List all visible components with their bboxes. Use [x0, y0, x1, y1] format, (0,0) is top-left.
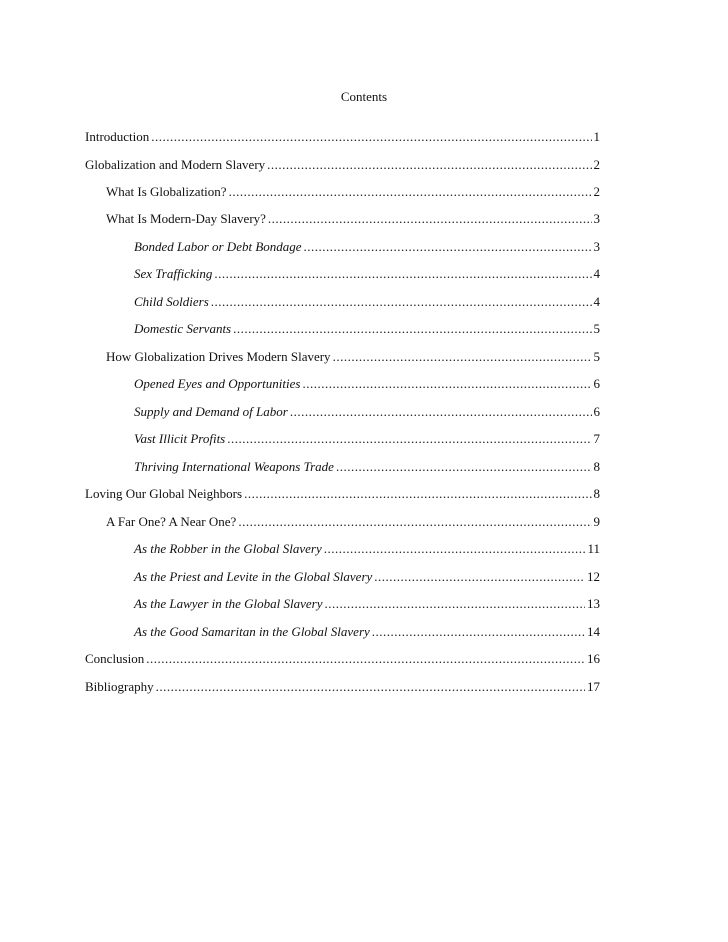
toc-page-number: 12 [587, 569, 600, 584]
toc-entry-label: As the Robber in the Global Slavery [134, 541, 322, 556]
toc-leader-dots [244, 486, 591, 502]
toc-entry-label: As the Good Samaritan in the Global Slavery [134, 624, 370, 639]
toc-entry[interactable] [106, 211, 600, 227]
toc-page-number: 2 [593, 184, 600, 199]
toc-page-number: 13 [587, 596, 600, 611]
toc-leader-dots [211, 294, 592, 310]
toc-entry[interactable] [85, 129, 600, 145]
toc-entry[interactable] [106, 349, 600, 365]
toc-page-number: 4 [593, 266, 600, 281]
toc-entry[interactable] [106, 184, 600, 200]
toc-page-number: 3 [593, 239, 600, 254]
toc-entry-label: Globalization and Modern Slavery [85, 157, 266, 172]
toc-entry-label: Bonded Labor or Debt Bondage [134, 239, 302, 254]
toc-page-number: 8 [593, 459, 600, 474]
toc-entry-label: Opened Eyes and Opportunities [134, 376, 301, 391]
toc-entry-label: Loving Our Global Neighbors [85, 486, 243, 501]
toc-page-number: 4 [593, 294, 600, 309]
toc-page-number: 8 [593, 486, 600, 501]
toc-entry-label: Vast Illicit Profits [134, 431, 226, 446]
toc-entry[interactable] [134, 541, 600, 557]
toc-leader-dots [233, 321, 591, 337]
toc-leader-dots [227, 431, 591, 447]
toc-page-number: 5 [593, 349, 600, 364]
toc-entry-label: What Is Modern-Day Slavery? [106, 211, 266, 226]
toc-entry-label: Thriving International Weapons Trade [134, 459, 334, 474]
toc-entry[interactable] [134, 294, 600, 310]
toc-entry-label: Supply and Demand of Labor [134, 404, 288, 419]
toc-entry-label: As the Priest and Levite in the Global Slavery [134, 569, 373, 584]
toc-page-number: 1 [593, 129, 600, 144]
toc-entry-label: Bibliography [85, 679, 154, 694]
toc-leader-dots [267, 157, 591, 173]
toc-page-number: 14 [587, 624, 600, 639]
toc-leader-dots [238, 514, 591, 530]
toc-page-number: 3 [593, 211, 600, 226]
toc-leader-dots [302, 376, 591, 392]
toc-entry-label: Introduction [85, 129, 150, 144]
toc-leader-dots [324, 541, 586, 557]
toc-page-number: 17 [587, 679, 600, 694]
toc-entry[interactable] [134, 569, 600, 585]
toc-entry[interactable] [134, 239, 600, 255]
toc-entry-label: A Far One? A Near One? [106, 514, 237, 529]
toc-leader-dots [229, 184, 592, 200]
toc-page-number: 6 [593, 404, 600, 419]
toc-leader-dots [268, 211, 592, 227]
toc-entry[interactable] [85, 679, 600, 695]
toc-leader-dots [290, 404, 592, 420]
toc-page-number: 11 [587, 541, 600, 556]
toc-entry[interactable] [106, 514, 600, 530]
toc-page-number: 2 [593, 157, 600, 172]
toc-title: Contents [340, 89, 388, 104]
toc-entry[interactable] [134, 404, 600, 420]
toc-page-number: 6 [593, 376, 600, 391]
toc-entry-label: Domestic Servants [134, 321, 232, 336]
toc-entry[interactable] [134, 459, 600, 475]
toc-entry[interactable] [85, 651, 600, 667]
toc-entry[interactable] [134, 321, 600, 337]
toc-leader-dots [146, 651, 585, 667]
toc-entry-label: Sex Trafficking [134, 266, 213, 281]
toc-leader-dots [151, 129, 591, 145]
toc-entry-label: What Is Globalization? [106, 184, 227, 199]
toc-entry[interactable] [134, 596, 600, 612]
toc-entry-label: Conclusion [85, 651, 145, 666]
toc-page-number: 5 [593, 321, 600, 336]
toc-page-number: 9 [593, 514, 600, 529]
toc-leader-dots [336, 459, 592, 475]
toc-leader-dots [372, 624, 585, 640]
toc-page-number: 7 [593, 431, 600, 446]
toc-entry[interactable] [85, 157, 600, 173]
toc-entry-label: As the Lawyer in the Global Slavery [134, 596, 323, 611]
toc-entry-label: How Globalization Drives Modern Slavery [106, 349, 331, 364]
toc-leader-dots [304, 239, 592, 255]
toc-page-number: 16 [587, 651, 600, 666]
toc-entry[interactable] [134, 266, 600, 282]
toc-leader-dots [214, 266, 591, 282]
toc-entry-label: Child Soldiers [134, 294, 209, 309]
toc-entry[interactable] [85, 486, 600, 502]
toc-leader-dots [333, 349, 592, 365]
toc-leader-dots [156, 679, 585, 695]
toc-entry[interactable] [134, 624, 600, 640]
toc-entry[interactable] [134, 431, 600, 447]
toc-leader-dots [324, 596, 585, 612]
toc-entry[interactable] [134, 376, 600, 392]
toc-leader-dots [374, 569, 585, 585]
